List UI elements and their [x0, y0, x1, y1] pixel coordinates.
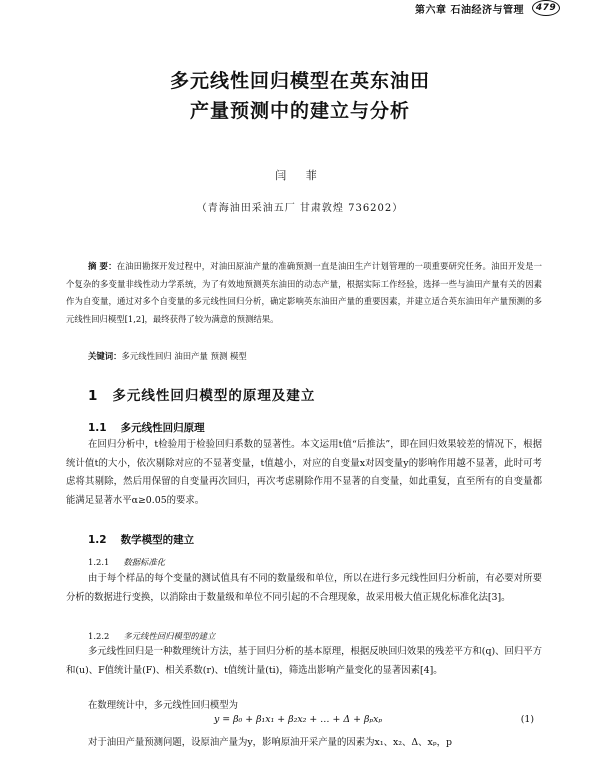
page-number-badge: 479 [532, 0, 560, 16]
subsection-heading-1-1 [88, 420, 205, 435]
author-affiliation: （青海油田采油五厂 甘肃敦煌 736202） [196, 203, 404, 214]
title-line-2: 产量预测中的建立与分析 [189, 100, 410, 122]
paper-title [0, 66, 600, 126]
running-header [415, 0, 560, 16]
paragraph-normalization: 由于每个样品的每个变量的测试值具有不同的数量级和单位，所以在进行多元线性回归分析前，有必要对所要分析的数据进行变换，以消除由于数量级和单位不同引起的不合理现象，故采用极大值正规化标准化法[3]。 [66, 573, 542, 603]
abstract [66, 258, 542, 328]
abstract-label: 摘 要 ： [88, 261, 117, 271]
subsection-heading-1-2 [88, 532, 194, 547]
paragraph-production-factors: 对于油田产量预测问题，设原油产量为y，影响原油开采产量的因素为x₁、x₂、Δ、xₚ，p [88, 737, 452, 748]
chapter-label: 第六章 石油经济与管理 [415, 4, 524, 16]
keywords-text: 多元线性回归 油田产量 预测 模型 [121, 351, 247, 361]
equation-1 [66, 714, 542, 732]
subsubsection-title: 多元线性回归模型的建立 [123, 631, 216, 641]
subsection-number: 1.2 [88, 534, 107, 546]
section-number: 1 [88, 388, 99, 404]
subsubsection-number: 1.2.2 [88, 631, 110, 641]
author-name: 闫 菲 [275, 169, 325, 182]
subsubsection-title: 数据标准化 [123, 557, 166, 567]
keywords-label: 关键词 ： [88, 351, 122, 361]
paragraph-model-intro: 在数理统计中，多元线性回归模型为 [88, 700, 239, 711]
subsection-title: 多元线性回归原理 [120, 422, 205, 434]
keywords [88, 350, 247, 362]
section-heading [88, 384, 315, 404]
section-title: 多元线性回归模型的原理及建立 [112, 388, 316, 404]
subsubsection-heading-1-2-1 [88, 556, 165, 568]
subsubsection-heading-1-2-2 [88, 630, 215, 642]
equation-expression: y = β₀ + β₁x₁ + β₂x₂ + … + Δ + βₚxₚ [214, 714, 383, 725]
equation-number: (1) [520, 714, 534, 725]
paragraph-t-test: 在回归分析中，t检验用于检验回归系数的显著性。本文运用t值“后推法”，即在回归效果较差的情况下，根据统计值t的大小，依次剔除对应的不显著变量，t值越小，对应的自变量x对因变量y的影响作用越不显著，此时可考虑将其剔除，然后用保留的自变量再次回归，再次考虑剔除作用不显著的自变量，如此重复，直至所有的自变量都能满足显著水平α≥0.05的要求。 [66, 439, 542, 506]
subsection-number: 1.1 [88, 422, 107, 434]
subsection-title: 数学模型的建立 [120, 534, 195, 546]
subsubsection-number: 1.2.1 [88, 557, 110, 567]
paragraph-regression-method: 多元线性回归是一种数理统计方法，基于回归分析的基本原理，根据反映回归效果的残差平方和(q)、回归平方和(u)、F值统计量(F)、相关系数(r)、t值统计量(ti)，筛选出影响产量变化的显著因素[4]。 [66, 646, 542, 676]
title-line-1: 多元线性回归模型在英东油田 [169, 70, 430, 92]
abstract-text: 在油田勘探开发过程中，对油田原油产量的准确预测一直是油田生产计划管理的一项重要研究任务。油田开发是一个复杂的多变量非线性动力学系统，为了有效地预测英东油田的动态产量，根据实际工作经验，选择一些与油田产量有关的因素作为自变量，通过对多个自变量的多元线性回归分析，确定影响英东油田产量的重要因素，并建立适合英东油田年产量预测的多元线性回归模型[1,2]，最终获得了较为满意的预测结果。 [66, 261, 542, 324]
